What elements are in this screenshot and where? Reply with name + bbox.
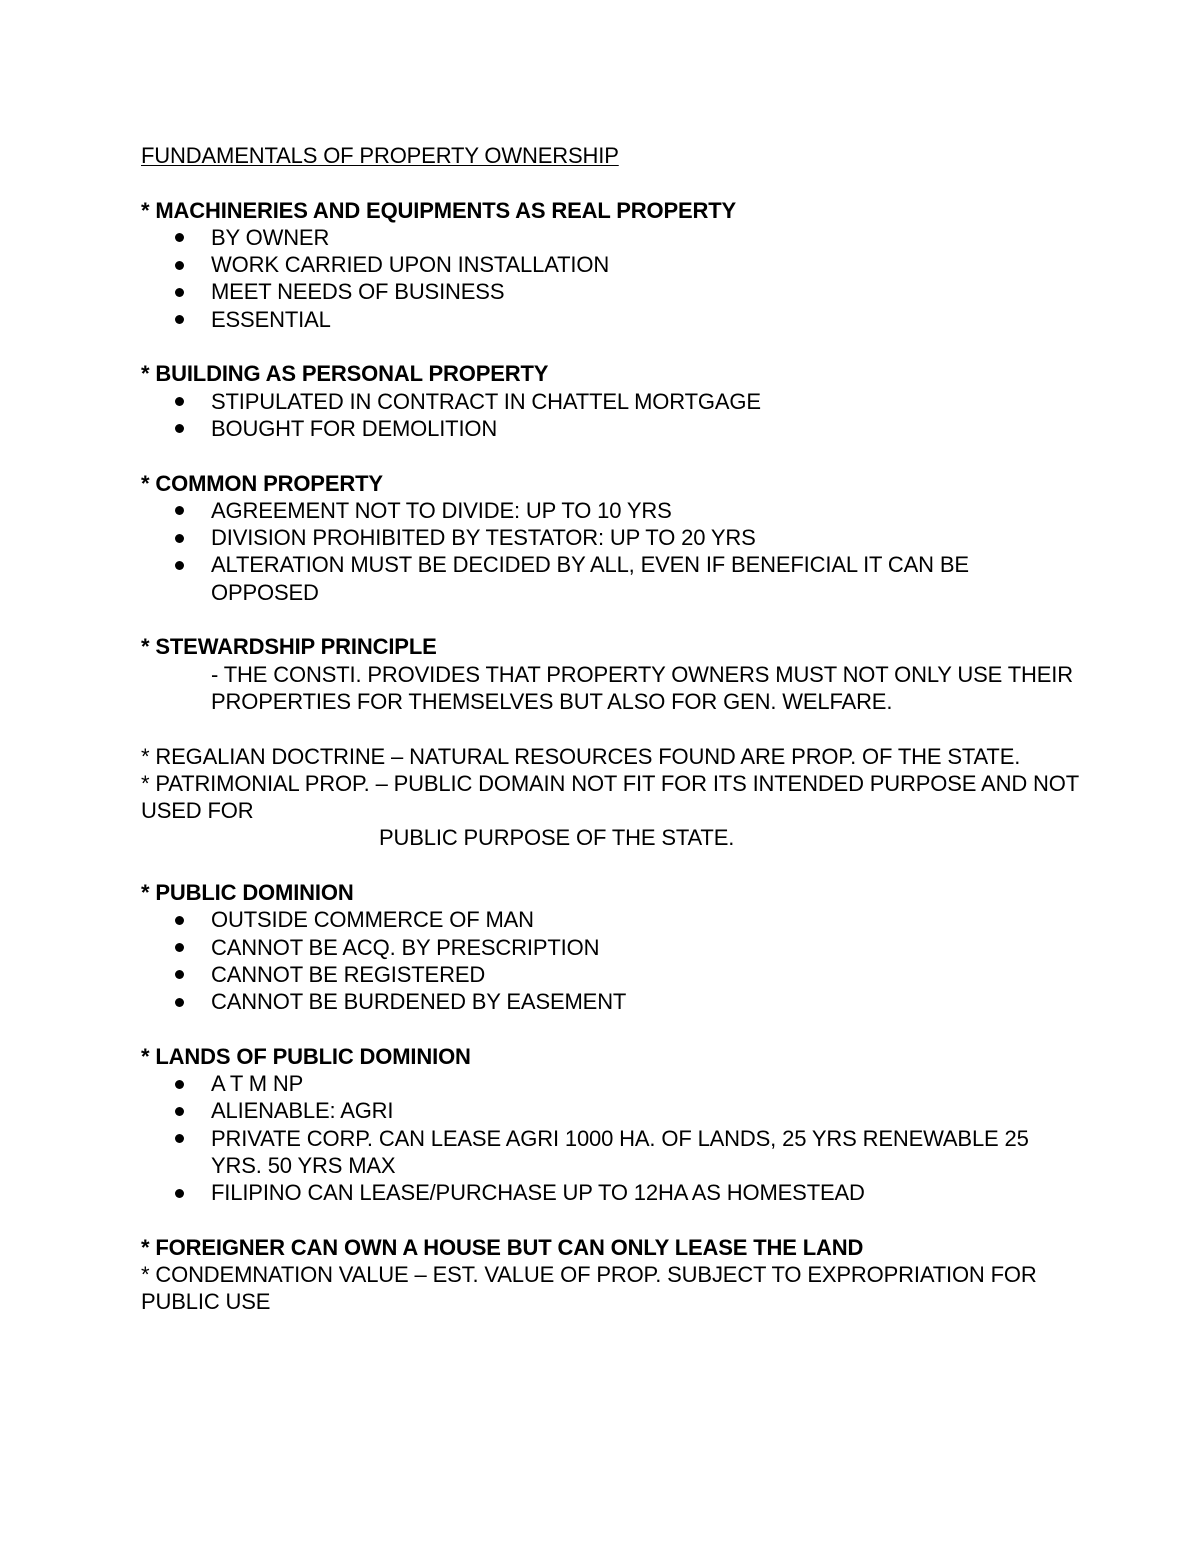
list-item: DIVISION PROHIBITED BY TESTATOR: UP TO 20 YRS <box>211 524 1081 551</box>
bullet-icon <box>175 315 184 324</box>
bullet-icon <box>175 288 184 297</box>
list-item: CANNOT BE ACQ. BY PRESCRIPTION <box>211 934 1081 961</box>
patrimonial-text-line1: * PATRIMONIAL PROP. – PUBLIC DOMAIN NOT FIT FOR ITS INTENDED PURPOSE AND NOT USED FOR <box>141 770 1079 824</box>
spacer <box>141 442 1081 469</box>
bullet-icon <box>175 1189 184 1198</box>
patrimonial-text-line2: PUBLIC PURPOSE OF THE STATE. <box>379 825 735 851</box>
bullet-icon <box>175 943 184 952</box>
document-page <box>141 142 1081 1316</box>
stewardship-text-line2: PROPERTIES FOR THEMSELVES BUT ALSO FOR GEN. WELFARE. <box>211 688 893 714</box>
spacer <box>141 169 1081 196</box>
list-item: CANNOT BE BURDENED BY EASEMENT <box>211 988 1081 1015</box>
list-item: MEET NEEDS OF BUSINESS <box>211 278 1081 305</box>
bullet-icon <box>175 1107 184 1116</box>
bullet-list-public-dominion <box>141 906 1081 1015</box>
list-item: ALIENABLE: AGRI <box>211 1097 1081 1124</box>
section-heading-lands-public-dominion: * LANDS OF PUBLIC DOMINION <box>141 1043 471 1069</box>
list-item: AGREEMENT NOT TO DIVIDE: UP TO 10 YRS <box>211 497 1081 524</box>
spacer <box>141 1016 1081 1043</box>
bullet-icon <box>175 397 184 406</box>
bullet-list-building <box>141 388 1081 443</box>
regalian-doctrine-text: * REGALIAN DOCTRINE – NATURAL RESOURCES FOUND ARE PROP. OF THE STATE. <box>141 743 1021 769</box>
spacer <box>141 1207 1081 1234</box>
bullet-icon <box>175 506 184 515</box>
section-heading-machineries: * MACHINERIES AND EQUIPMENTS AS REAL PROPERTY <box>141 197 737 223</box>
list-item: OUTSIDE COMMERCE OF MAN <box>211 906 1081 933</box>
bullet-list-machineries <box>141 224 1081 333</box>
bullet-icon <box>175 534 184 543</box>
bullet-icon <box>175 561 184 570</box>
list-item: A T M NP <box>211 1070 1081 1097</box>
bullet-icon <box>175 424 184 433</box>
bullet-list-lands-public-dominion <box>141 1070 1081 1206</box>
foreigner-heading: * FOREIGNER CAN OWN A HOUSE BUT CAN ONLY LEASE THE LAND <box>141 1234 864 1260</box>
list-item: BY OWNER <box>211 224 1081 251</box>
list-item: WORK CARRIED UPON INSTALLATION <box>211 251 1081 278</box>
section-heading-public-dominion: * PUBLIC DOMINION <box>141 880 354 906</box>
condemnation-value-text: * CONDEMNATION VALUE – EST. VALUE OF PROP. SUBJECT TO EXPROPRIATION FOR PUBLIC USE <box>141 1262 1037 1315</box>
bullet-icon <box>175 970 184 979</box>
section-heading-building: * BUILDING AS PERSONAL PROPERTY <box>141 361 549 387</box>
list-item: ESSENTIAL <box>211 306 1081 333</box>
bullet-icon <box>175 916 184 925</box>
section-heading-common-property: * COMMON PROPERTY <box>141 470 383 496</box>
list-item: CANNOT BE REGISTERED <box>211 961 1081 988</box>
list-item: FILIPINO CAN LEASE/PURCHASE UP TO 12HA AS HOMESTEAD <box>211 1179 1081 1206</box>
spacer <box>141 715 1081 742</box>
section-heading-stewardship: * STEWARDSHIP PRINCIPLE <box>141 634 437 660</box>
bullet-icon <box>175 1080 184 1089</box>
list-item: PRIVATE CORP. CAN LEASE AGRI 1000 HA. OF LANDS, 25 YRS RENEWABLE 25 YRS. 50 YRS MAX <box>211 1125 1081 1180</box>
bullet-icon <box>175 1134 184 1143</box>
spacer <box>141 333 1081 360</box>
list-item: BOUGHT FOR DEMOLITION <box>211 415 1081 442</box>
stewardship-text-line1: - THE CONSTI. PROVIDES THAT PROPERTY OWNERS MUST NOT ONLY USE THEIR <box>211 661 1073 687</box>
list-item: STIPULATED IN CONTRACT IN CHATTEL MORTGAGE <box>211 388 1081 415</box>
spacer <box>141 852 1081 879</box>
bullet-list-common-property <box>141 497 1081 606</box>
spacer <box>141 606 1081 633</box>
bullet-icon <box>175 998 184 1007</box>
list-item: ALTERATION MUST BE DECIDED BY ALL, EVEN IF BENEFICIAL IT CAN BE OPPOSED <box>211 551 1081 606</box>
bullet-icon <box>175 233 184 242</box>
bullet-icon <box>175 261 184 270</box>
document-title: FUNDAMENTALS OF PROPERTY OWNERSHIP <box>141 143 619 168</box>
